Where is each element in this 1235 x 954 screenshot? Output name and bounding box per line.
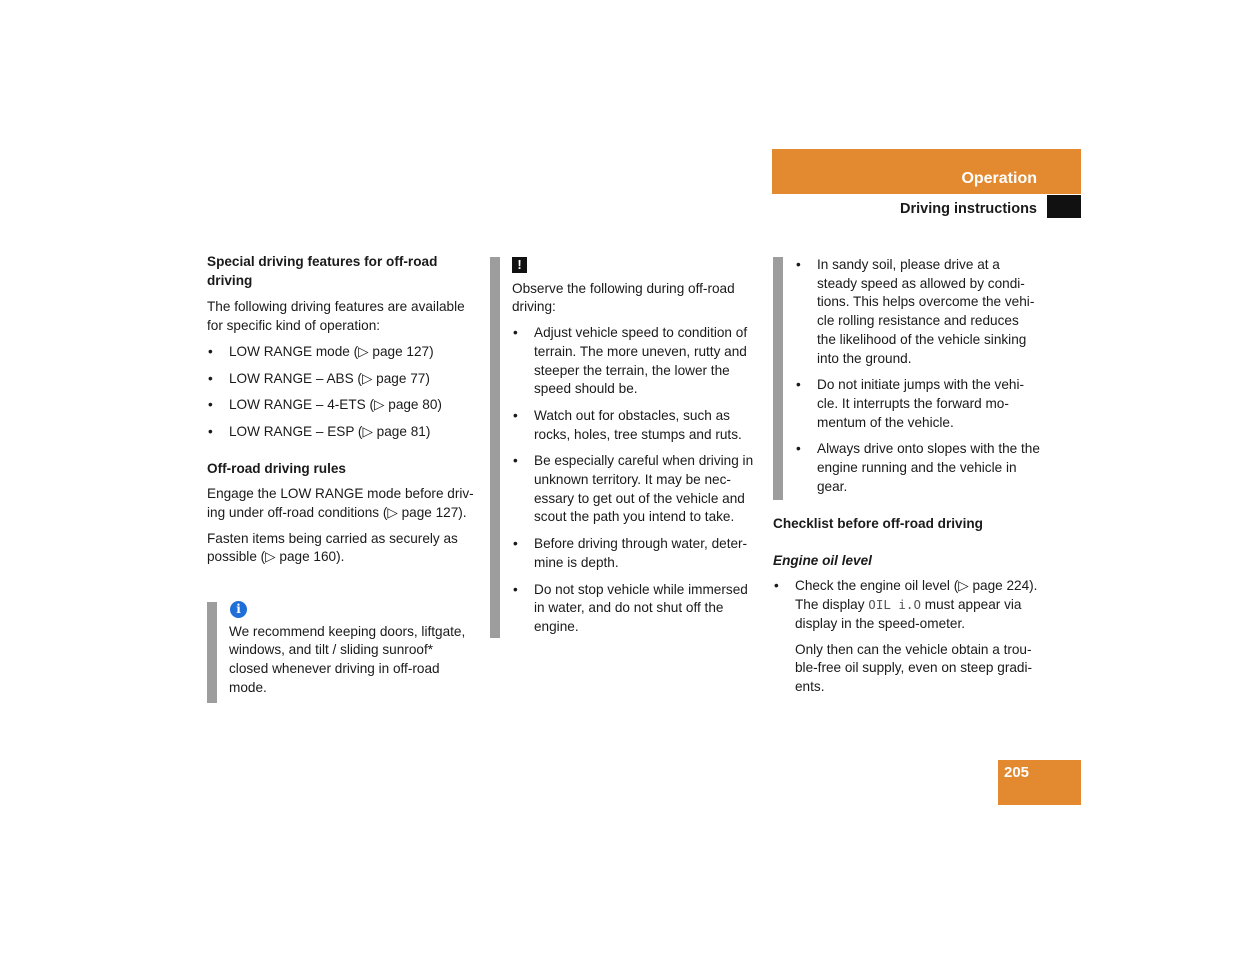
warning-box-continued-bar: [773, 257, 783, 500]
list-item: • Do not initiate jumps with the vehi-cle. It interrupts the forward mo-mentum of the vehicle.: [795, 376, 1041, 432]
oil-display-readout: OIL i.O: [868, 597, 921, 613]
oil-note: Only then can the vehicle obtain a trou-ble-free oil supply, even on steep gradi-ents.: [795, 641, 1033, 694]
list-item: • In sandy soil, please drive at a steady speed as allowed by condi-tions. This helps overcome the vehi-cle rolling resistance and reduces the likelihood of the vehicle sinking into the ground.: [795, 256, 1041, 368]
info-icon: i: [230, 601, 247, 618]
checklist-list: [773, 577, 1043, 633]
warning-box-bar: [490, 257, 500, 638]
heading-special-features: Special driving features for off-road driving: [207, 254, 438, 288]
section-marker: [1047, 195, 1081, 218]
list-item: • Always drive onto slopes with the the engine running and the vehicle in gear.: [795, 440, 1041, 496]
info-box-bar: [207, 602, 217, 703]
list-item: • Be especially careful when driving in unknown territory. It may be nec-essary to get out of the vehicle and scout the path you intend to take.: [512, 452, 758, 527]
warning-box-continued: [795, 256, 1041, 496]
column-1: [207, 253, 477, 567]
offroad-rules-para-1: Engage the LOW RANGE mode before driv-ing under off-road conditions (▷ page 127).: [207, 486, 474, 521]
warning-intro: Observe the following during off-road driving:: [512, 280, 735, 315]
heading-checklist: Checklist before off-road driving: [773, 516, 983, 531]
features-intro: The following driving features are available for specific kind of operation:: [207, 299, 465, 334]
subheading-engine-oil: Engine oil level: [773, 552, 872, 568]
list-item: • Watch out for obstacles, such as rocks, holes, tree stumps and ruts.: [512, 407, 758, 444]
section-title: Operation: [961, 170, 1037, 187]
check-text-a: Check the engine oil level (▷ page 224). The display: [795, 578, 1038, 613]
warning-list: [512, 324, 758, 637]
page-number-box: [998, 760, 1081, 805]
list-item: • Do not stop vehicle while immersed in water, and do not shut off the engine.: [512, 581, 758, 637]
list-item: • LOW RANGE – ESP (▷ page 81): [207, 423, 477, 442]
list-item: • LOW RANGE – ABS (▷ page 77): [207, 370, 477, 389]
info-text: We recommend keeping doors, liftgate, windows, and tilt / sliding sunroof* closed whenever driving in off-road mode.: [229, 623, 466, 695]
check-text-b: must appear via display in the speed-ometer.: [795, 597, 1022, 631]
features-list: [207, 343, 477, 442]
warning-box: [512, 256, 758, 637]
offroad-rules-para-2: Fasten items being carried as securely as possible (▷ page 160).: [207, 530, 458, 565]
list-item: • Adjust vehicle speed to condition of terrain. The more uneven, rutty and steeper the terrain, the lower the speed should be.: [512, 324, 758, 399]
warning-icon: !: [512, 257, 527, 273]
page-number: 205: [1004, 764, 1030, 781]
list-item: [773, 577, 1041, 633]
warning-list-continued: [795, 256, 1041, 496]
list-item: • LOW RANGE mode (▷ page 127): [207, 343, 477, 362]
list-item: • Before driving through water, deter-mine is depth.: [512, 535, 758, 572]
heading-offroad-rules: Off-road driving rules: [207, 460, 346, 476]
checklist-section: [773, 515, 1043, 697]
subsection-title: Driving instructions: [900, 201, 1037, 217]
list-item: • LOW RANGE – 4-ETS (▷ page 80): [207, 396, 477, 415]
info-box: [229, 600, 474, 698]
